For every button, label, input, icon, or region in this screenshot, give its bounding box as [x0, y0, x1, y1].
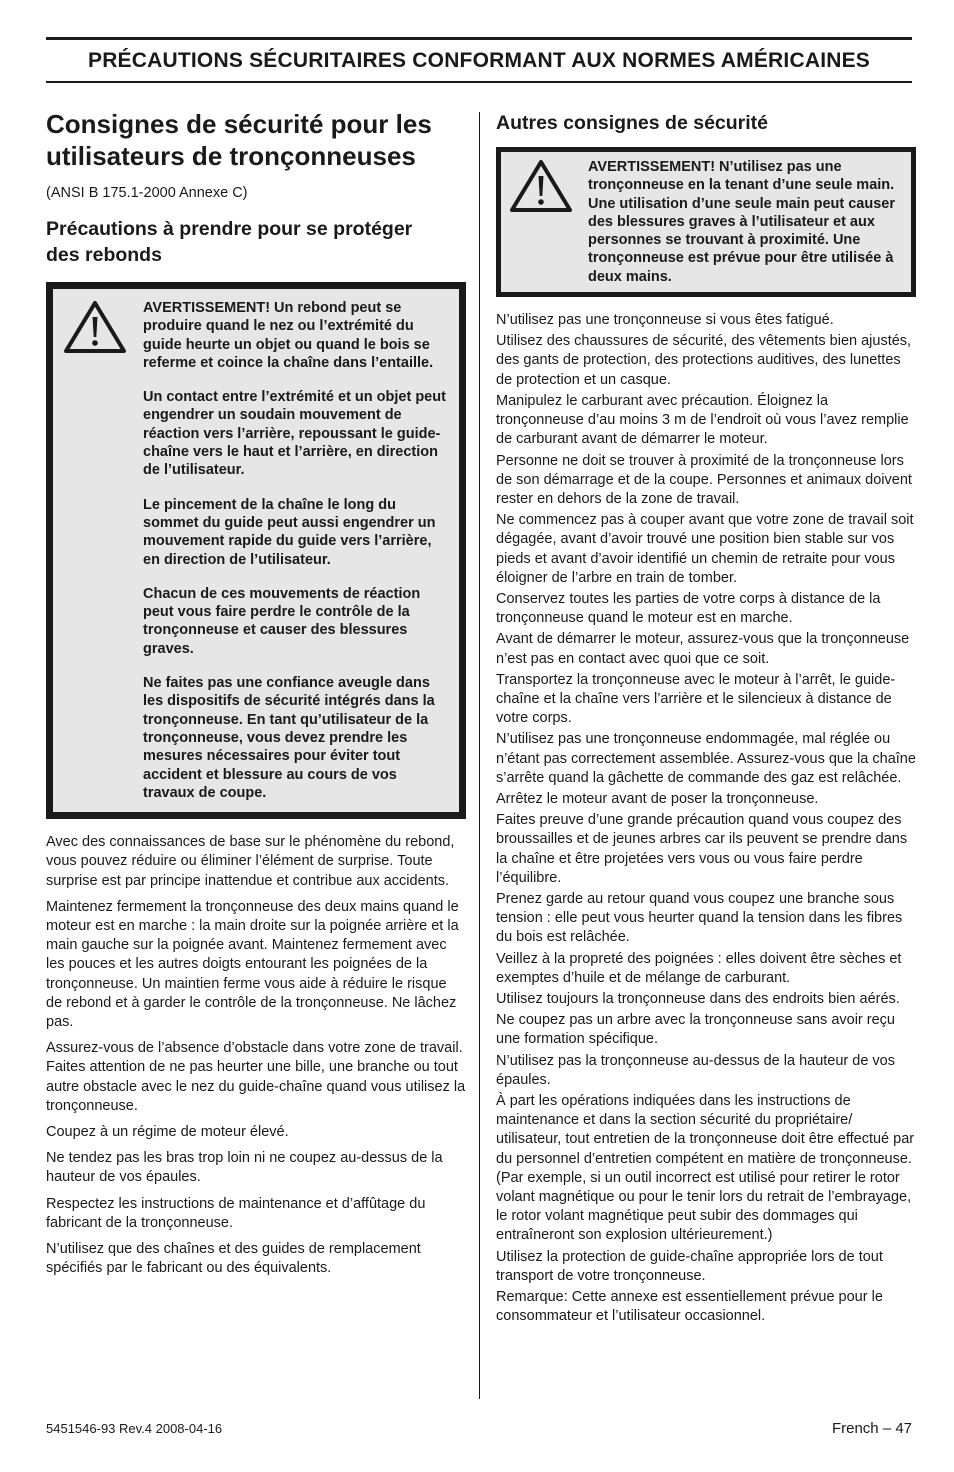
other-safety-heading: Autres consignes de sécurité	[496, 112, 769, 134]
warning-triangle-icon	[53, 299, 143, 802]
body-paragraph: Coupez à un régime de moteur élevé.	[46, 1123, 289, 1140]
page-title-line2: utilisateurs de tronçonneuses	[46, 141, 416, 171]
body-paragraph: Avant de démarrer le moteur, assurez-vous que la tronçonneuse n’est pas en contact avec quoi que ce soit.	[496, 631, 910, 667]
body-paragraph: Conservez toutes les parties de votre corps à distance de la tronçonneuse quand le moteur est en marche.	[496, 590, 881, 627]
warning-triangle-icon	[501, 158, 588, 286]
body-paragraph: Ne tendez pas les bras trop loin ni ne coupez au-dessus de la hauteur de vos épaules.	[46, 1150, 443, 1186]
kickback-warning-text	[143, 299, 449, 802]
ansi-reference: (ANSI B 175.1-2000 Annexe C)	[46, 185, 248, 201]
body-paragraph: N’utilisez pas la tronçonneuse au-dessus de la hauteur de vos épaules.	[496, 1052, 895, 1088]
body-paragraph: Assurez-vous de l’absence d’obstacle dans votre zone de travail. Faites attention de ne pas heurter une bille, une branche ou tout autre obstacle avec le nez du guide-chaîne quand vous utilisez la tronçonneuse.	[46, 1040, 466, 1114]
body-paragraph: Avec des connaissances de base sur le phénomène du rebond, vous pouvez réduire ou éliminer l’élément de surprise. Toute surprise est par principe inattendue et contribue aux accidents.	[46, 834, 455, 889]
kickback-heading-line1: Précautions à prendre pour se protéger	[46, 218, 413, 240]
body-paragraph: Utilisez des chaussures de sécurité, des vêtements bien ajustés, des gants de protection, des protections auditives, des lunettes de protection et un casque.	[496, 333, 912, 388]
body-paragraph: À part les opérations indiquées dans les instructions de maintenance et dans la section sécurité du propriétaire/ utilisateur, tout entretien de la tronçonneuse doit être effectué par du personnel d’entretien compétent en matière de tronçonneuse. (Par exemple, si un outil incorrect est utilisé pour retirer le rotor volant magnétique ou pour le tenir lors du retrait de l’embrayage, le rotor volant magnétique peut subir des dommages qui entraîneront son explosion ultérieurement.)	[496, 1093, 915, 1244]
warning-paragraph: Un contact entre l’extrémité et un objet peut engendrer un soudain mouvement de réaction vers l’arrière, repoussant le guide-chaîne vers le haut et l’arrière, en direction de l’utilisateur.	[143, 389, 446, 479]
body-paragraph: N’utilisez pas une tronçonneuse endommagée, mal réglée ou n’étant pas correctement assemblée. Assurez-vous que la chaîne s’arrête quand la gâchette de commande des gaz est relâchée.	[496, 731, 916, 786]
body-paragraph: Ne commencez pas à couper avant que votre zone de travail soit dégagée, avant d’avoir trouvé une position bien stable sur vos pieds et avant d’avoir identifié un chemin de retraite pour vous éloigner de l’arbre en train de tomber.	[496, 512, 914, 586]
column-divider	[479, 112, 480, 1399]
kickback-warning-box	[46, 282, 466, 819]
kickback-warning-inner	[53, 289, 459, 812]
warning-paragraph: Chacun de ces mouvements de réaction peut vous faire perdre le contrôle de la tronçonneuse et causer des blessures graves.	[143, 585, 421, 657]
body-paragraph: Respectez les instructions de maintenance et d’affûtage du fabricant de la tronçonneuse.	[46, 1195, 426, 1231]
warning-paragraph: Le pincement de la chaîne le long du sommet du guide peut aussi engendrer un mouvement rapide du guide vers l’arrière, en direction de l’utilisateur.	[143, 496, 436, 568]
one-hand-warning-inner	[501, 152, 911, 292]
body-paragraph: Maintenez fermement la tronçonneuse des deux mains quand le moteur est en marche : la main droite sur la poignée arrière et la main gauche sur la poignée avant. Maintenez fermement avec les pouces et les autres doigts entourant les poignées de la tronçonneuse. Un maintien ferme vous aide à réduire le risque de rebond et à garder le contrôle de la tronçonneuse. Ne lâchez pas.	[46, 898, 459, 1030]
body-paragraph: Faites preuve d’une grande précaution quand vous coupez des broussailles et de jeunes arbres car ils peuvent se prendre dans la chaîne et être projetées vers vous ou vous faire perdre l’équilibre.	[496, 812, 908, 886]
banner-title: PRÉCAUTIONS SÉCURITAIRES CONFORMANT AUX NORMES AMÉRICAINES	[87, 48, 871, 72]
body-paragraph: N’utilisez que des chaînes et des guides de remplacement spécifiés par le fabricant ou des équivalents.	[46, 1240, 421, 1277]
body-paragraph: Remarque: Cette annexe est essentiellement prévue pour le consommateur et l’utilisateur occasionnel.	[496, 1289, 883, 1325]
body-paragraph: Utilisez toujours la tronçonneuse dans des endroits bien aérés.	[496, 990, 900, 1007]
body-paragraph: N’utilisez pas une tronçonneuse si vous êtes fatigué.	[496, 312, 834, 329]
warning-paragraph: AVERTISSEMENT! Un rebond peut se produire quand le nez ou l’extrémité du guide heurte un objet ou quand le bois se referme et coince la chaîne dans l’entaille.	[143, 300, 434, 371]
one-hand-warning-box	[496, 147, 916, 297]
left-body-text	[46, 833, 466, 1278]
page-number: French – 47	[831, 1420, 912, 1437]
left-column	[46, 108, 466, 1285]
kickback-heading	[46, 216, 466, 268]
right-column	[496, 110, 916, 1328]
warning-paragraph: Ne faites pas une confiance aveugle dans les dispositifs de sécurité intégrés dans la tronçonneuse. En tant qu’utilisateur de la tronçonneuse, vous devez prendre les mesures nécessaires pour éviter tout accident et blessure au cours de vos travaux de coupe.	[143, 675, 435, 801]
page-title-line1: Consignes de sécurité pour les	[46, 109, 432, 139]
page-title	[46, 108, 466, 172]
body-paragraph: Personne ne doit se trouver à proximité de la tronçonneuse lors de son démarrage et de la coupe. Personnes et animaux doivent rester en dehors de la zone de travail.	[496, 452, 912, 507]
section-banner	[46, 37, 912, 83]
body-paragraph: Prenez garde au retour quand vous coupez une branche sous tension : elle peut vous heurter quand la tension dans les fibres du bois est relâchée.	[496, 890, 903, 946]
body-paragraph: Manipulez le carburant avec précaution. Éloignez la tronçonneuse d’au moins 3 m de l’endroit où vous l’avez remplie de carburant avant de démarrer le moteur.	[496, 392, 909, 448]
right-body-text	[496, 311, 916, 1326]
body-paragraph: Arrêtez le moteur avant de poser la tronçonneuse.	[496, 790, 819, 807]
body-paragraph: Transportez la tronçonneuse avec le moteur à l’arrêt, le guide-chaîne et la chaîne vers l’arrière et le silencieux à distance de votre corps.	[496, 671, 896, 727]
document-id: 5451546-93 Rev.4 2008-04-16	[46, 1421, 223, 1436]
kickback-heading-line2: des rebonds	[46, 244, 162, 266]
body-paragraph: Utilisez la protection de guide-chaîne appropriée lors de tout transport de votre tronçonneuse.	[496, 1248, 883, 1284]
body-paragraph: Ne coupez pas un arbre avec la tronçonneuse sans avoir reçu une formation spécifique.	[496, 1012, 895, 1048]
one-hand-warning-text: AVERTISSEMENT! N’utilisez pas une tronçonneuse en la tenant d’une seule main. Une utilisation d’une seule main peut causer des blessures graves à l’utilisateur et aux personnes se trouvant à proximité. Une tronçonneuse est prévue pour être utilisée à deux mains.	[588, 159, 895, 285]
body-paragraph: Veillez à la propreté des poignées : elles doivent être sèches et exemptes d’huile et de mélange de carburant.	[496, 950, 902, 986]
